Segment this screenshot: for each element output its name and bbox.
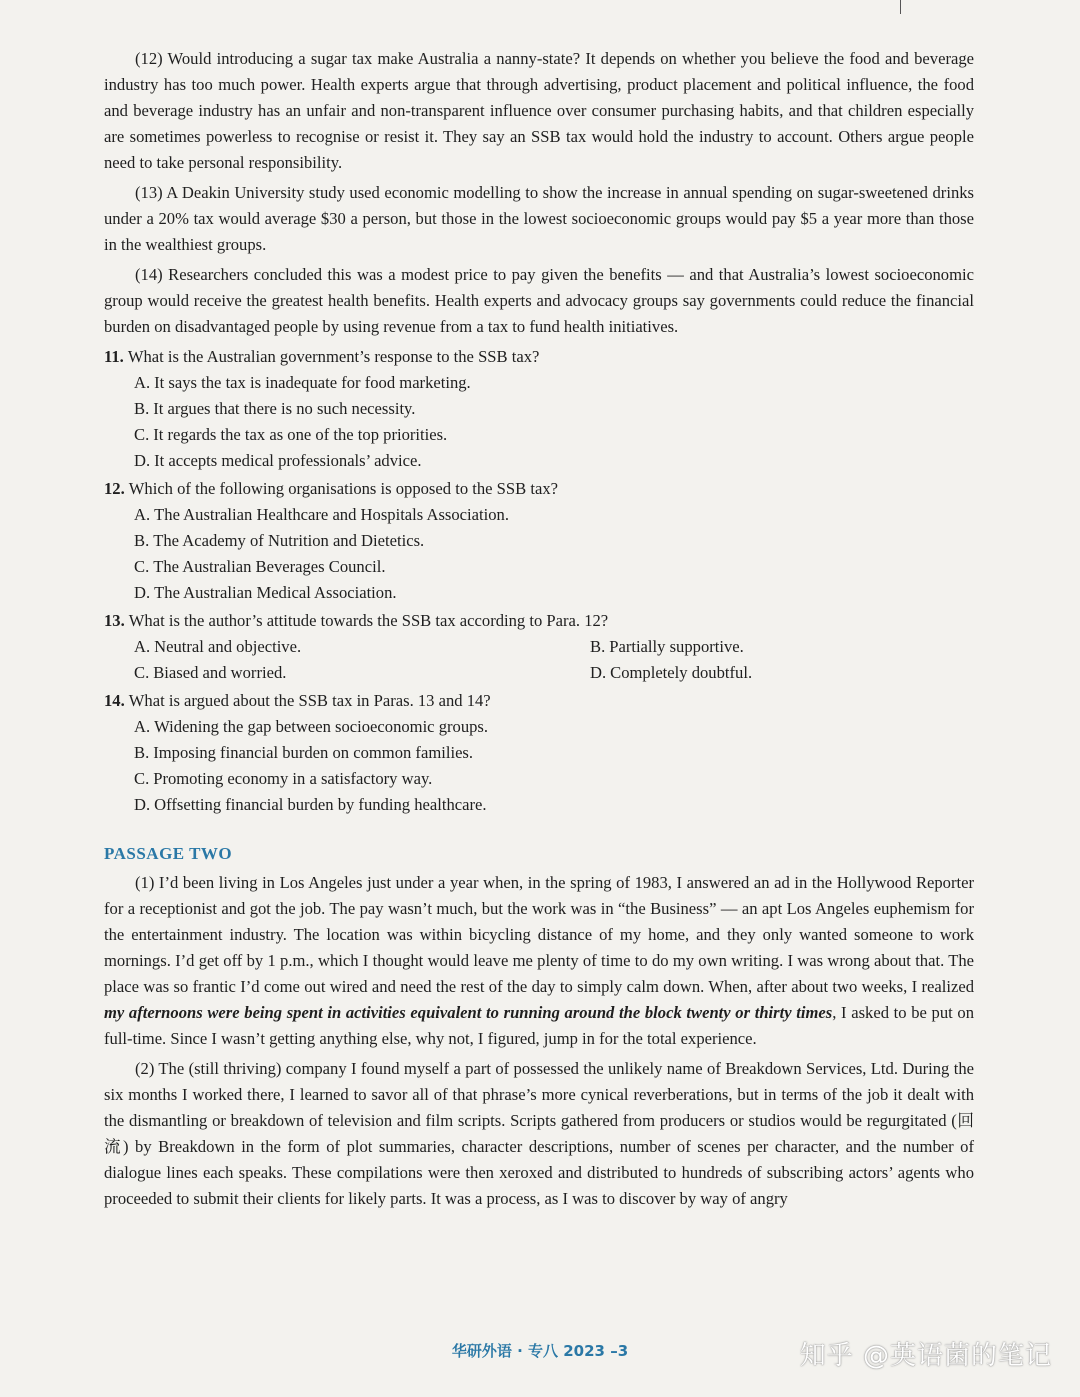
question-stem [104,344,974,370]
question-11 [104,344,974,474]
question-text: What is the Australian government’s response to the SSB tax? [127,347,540,366]
page-fold-mark [900,0,901,14]
option-b [104,528,974,554]
option-a [104,502,974,528]
option-letter: C. [134,769,150,788]
question-number: 12. [104,479,125,498]
paragraph-13: (13) A Deakin University study used economic modelling to show the increase in annual spending on sugar-sweetened drinks under a 20% tax would average $30 a person, but those in the lowest socioeconomic groups would pay $5 a year more than those in the wealthiest groups. [104,183,974,254]
option-letter: D. [134,583,151,602]
paragraph-12: (12) Would introducing a sugar tax make Australia a nanny-state? It depends on whether you believe the food and beverage industry has too much power. Health experts argue that through advertising, product placement and political influence, the food and beverage industry has an unfair and non-transparent influence over consumer purchasing habits, and that children especially are sometimes powerless to recognise or resist it. They say an SSB tax would hold the industry to account. Others argue people need to take personal responsibility. [104,49,974,172]
option-text: Biased and worried. [153,663,287,682]
option-d [590,660,974,686]
option-letter: A. [134,637,151,656]
question-stem [104,476,974,502]
option-letter: D. [134,795,151,814]
question-text: Which of the following organisations is opposed to the SSB tax? [128,479,558,498]
option-letter: C. [134,663,150,682]
question-12 [104,476,974,606]
question-text: What is the author’s attitude towards the SSB tax according to Para. 12? [128,611,609,630]
section-title: PASSAGE TWO [104,844,233,863]
question-number: 11. [104,347,124,366]
option-text: The Australian Healthcare and Hospitals Association. [154,505,509,524]
option-c [104,422,974,448]
option-text: The Australian Medical Association. [154,583,397,602]
option-a [134,634,590,660]
option-letter: B. [590,637,606,656]
option-text: The Academy of Nutrition and Dietetics. [153,531,425,550]
option-letter: B. [134,743,150,762]
option-text: Partially supportive. [609,637,744,656]
option-text: It regards the tax as one of the top priorities. [153,425,448,444]
option-a [104,370,974,396]
page-footer: 华研外语 · 专八 2023 –3 [451,1342,629,1360]
emphasized-phrase: my afternoons were being spent in activities equivalent to running around the block twenty or thirty times [104,1003,833,1022]
option-text: It accepts medical professionals’ advice. [154,451,422,470]
option-letter: A. [134,505,151,524]
options-grid [104,634,974,686]
question-13 [104,608,974,686]
option-c [104,554,974,580]
question-stem [104,688,974,714]
option-c [104,766,974,792]
option-d [104,792,974,818]
option-letter: B. [134,531,150,550]
option-text: Completely doubtful. [610,663,753,682]
question-stem [104,608,974,634]
option-text: The Australian Beverages Council. [153,557,386,576]
option-letter: B. [134,399,150,418]
option-text: Neutral and objective. [154,637,302,656]
question-14 [104,688,974,818]
passage-two-paragraph-2: (2) The (still thriving) company I found myself a part of possessed the unlikely name of Breakdown Services, Ltd. During the six months I worked there, I learned to savor all of that phrase’s more cynical reverberations, but in terms of the job it dealt with the dismantling or breakdown of television and film scripts. Scripts gathered from producers or studios would be regurgitated (回流) by Breakdown in the form of plot summaries, character descriptions, number of scenes per character, and the number of dialogue lines each speaks. These compilations were then xeroxed and distributed to hundreds of subscribing actors’ agents who proceeded to submit their clients for likely parts. It was a process, as I was to discover by way of angry [104,1059,974,1208]
question-number: 13. [104,611,125,630]
option-d [104,580,974,606]
document-page [104,46,974,1216]
paragraph-14: (14) Researchers concluded this was a modest price to pay given the benefits — and that Australia’s lowest socioeconomic group would receive the greatest health benefits. Health experts and advocacy groups say governments could reduce the financial burden on disadvantaged people by using revenue from a tax to fund health initiatives. [104,265,974,336]
option-c [134,660,590,686]
question-number: 14. [104,691,125,710]
option-letter: D. [134,451,151,470]
option-text: Offsetting financial burden by funding healthcare. [154,795,487,814]
option-letter: C. [134,425,150,444]
option-text: It argues that there is no such necessity. [153,399,416,418]
passage-two-paragraph-1 [104,870,974,1052]
option-a [104,714,974,740]
option-text: Widening the gap between socioeconomic groups. [154,717,489,736]
option-text: It says the tax is inadequate for food marketing. [154,373,471,392]
option-letter: A. [134,717,151,736]
option-letter: A. [134,373,151,392]
watermark: 知乎 @英语菌的笔记 [799,1341,1052,1371]
option-letter: C. [134,557,150,576]
option-letter: D. [590,663,607,682]
question-text: What is argued about the SSB tax in Paras. 13 and 14? [128,691,491,710]
option-text: Promoting economy in a satisfactory way. [153,769,433,788]
option-d [104,448,974,474]
option-b [104,740,974,766]
option-b [104,396,974,422]
option-b [590,634,974,660]
paragraph-text-end: , I asked to be put on full-time. Since I wasn’t getting anything else, why not, I figured, jump in for the total experience. [104,1003,974,1048]
option-text: Imposing financial burden on common families. [153,743,474,762]
paragraph-text-start: (1) I’d been living in Los Angeles just under a year when, in the spring of 1983, I answered an ad in the Hollywood Reporter for a receptionist and got the job. The pay wasn’t much, but the work was in “the Business” — an apt Los Angeles euphemism for the entertainment industry. The location was within bicycling distance of my home, and they only wanted someone to work mornings. I’d get off by 1 p.m., which I thought would leave me plenty of time to do my own writing. I was wrong about that. The place was so frantic I’d come out wired and need the rest of the day to simply calm down. When, after about two weeks, I realized [104,873,974,996]
